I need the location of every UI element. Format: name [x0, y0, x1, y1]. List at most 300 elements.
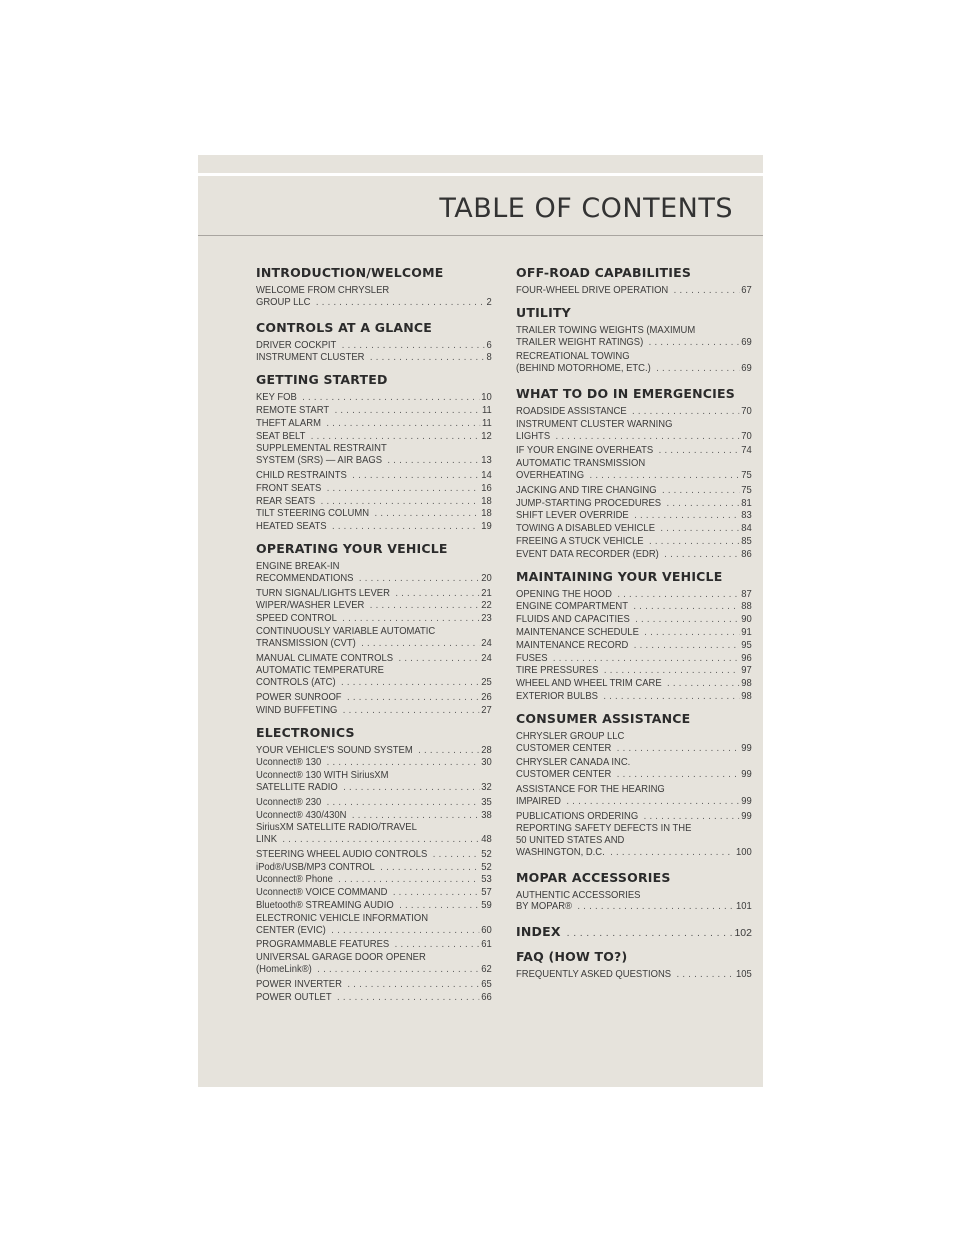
toc-entry[interactable]	[516, 969, 752, 981]
toc-entry[interactable]	[256, 418, 492, 430]
entry-line	[516, 363, 752, 375]
entry-label: (BEHIND MOTORHOME, ETC.)	[516, 362, 651, 375]
leader-dots	[604, 665, 740, 677]
leader-dots	[617, 769, 740, 781]
toc-entry[interactable]	[256, 508, 492, 520]
toc-entry[interactable]	[516, 458, 752, 482]
entry-label: WIND BUFFETING	[256, 703, 338, 716]
leader-dots	[374, 508, 479, 520]
section-heading: OPERATING YOUR VEHICLE	[256, 540, 448, 556]
entry-line	[256, 508, 492, 520]
page-number: 59	[481, 899, 492, 912]
entry-label: CONTINUOUSLY VARIABLE AUTOMATIC	[256, 624, 436, 637]
entry-line	[516, 796, 752, 808]
entry-label: FREQUENTLY ASKED QUESTIONS	[516, 968, 672, 981]
toc-entry[interactable]	[516, 445, 752, 457]
entry-label: CUSTOMER CENTER	[516, 741, 612, 754]
toc-entry[interactable]	[256, 874, 492, 886]
entry-label: Uconnect® 230	[256, 795, 322, 808]
toc-entry[interactable]	[516, 757, 752, 781]
entry-line	[256, 483, 492, 495]
leader-dots	[342, 340, 485, 352]
leader-dots	[553, 653, 740, 665]
section-heading: MAINTAINING YOUR VEHICLE	[516, 568, 723, 584]
page-number: 16	[481, 481, 492, 494]
entry-label: SPEED CONTROL	[256, 612, 337, 625]
toc-entry[interactable]	[256, 392, 492, 404]
toc-entry[interactable]	[256, 665, 492, 689]
entry-line	[256, 600, 492, 612]
toc-entry[interactable]	[516, 549, 752, 561]
toc-section	[256, 320, 492, 365]
toc-entry[interactable]	[256, 822, 492, 846]
toc-entry[interactable]	[256, 521, 492, 533]
leader-dots	[335, 405, 481, 417]
toc-entry[interactable]	[256, 561, 492, 585]
entry-label: REPORTING SAFETY DEFECTS IN THE	[516, 822, 692, 835]
toc-section	[256, 725, 492, 1004]
toc-entry[interactable]	[256, 992, 492, 1004]
page-number: 11	[481, 416, 492, 429]
section-heading: MOPAR ACCESSORIES	[516, 869, 671, 885]
entry-label: Uconnect® 130 WITH SiriusXM	[256, 769, 389, 782]
leader-dots	[632, 406, 739, 418]
toc-entry[interactable]	[256, 770, 492, 794]
entry-line	[516, 510, 752, 522]
entry-line	[256, 638, 492, 650]
page-number: 24	[481, 636, 492, 649]
entry-line	[516, 445, 752, 457]
entry-label: ELECTRONIC VEHICLE INFORMATION	[256, 911, 429, 924]
entry-label: UNIVERSAL GARAGE DOOR OPENER	[256, 951, 426, 964]
toc-entry[interactable]	[516, 285, 752, 297]
entry-label: ASSISTANCE FOR THE HEARING	[516, 782, 665, 795]
entry-label: ROADSIDE ASSISTANCE	[516, 404, 627, 417]
leader-dots	[617, 589, 739, 601]
toc-entry[interactable]	[256, 285, 492, 309]
entry-label: PUBLICATIONS ORDERING	[516, 809, 639, 822]
entry-label: AUTOMATIC TRANSMISSION	[516, 457, 646, 470]
page-number: 102	[734, 927, 752, 940]
toc-entry[interactable]	[516, 665, 752, 677]
toc-section	[516, 924, 752, 939]
entry-line	[516, 431, 752, 443]
entry-line	[516, 485, 752, 497]
entry-label: AUTOMATIC TEMPERATURE	[256, 664, 384, 677]
entry-line	[516, 847, 752, 859]
toc-entry[interactable]	[516, 325, 752, 349]
entry-line	[256, 677, 492, 689]
entry-label: POWER OUTLET	[256, 990, 332, 1003]
page-number: 69	[741, 362, 752, 375]
entry-line	[516, 498, 752, 510]
section-heading: ELECTRONICS	[256, 724, 355, 740]
entry-label: CONTROLS (ATC)	[256, 676, 336, 689]
title-rule	[198, 235, 763, 236]
page-number: 75	[741, 468, 752, 481]
entry-label: TRANSMISSION (CVT)	[256, 636, 356, 649]
toc-entry[interactable]	[256, 745, 492, 757]
entry-label: FRONT SEATS	[256, 481, 322, 494]
section-heading: INTRODUCTION/WELCOME	[256, 265, 444, 280]
entry-line	[256, 964, 492, 976]
leader-dots	[393, 887, 480, 899]
toc-entry[interactable]	[256, 496, 492, 508]
leader-dots	[395, 939, 480, 951]
entry-line	[256, 745, 492, 757]
page-number: 10	[481, 391, 492, 404]
leader-dots	[321, 496, 480, 508]
leader-dots	[311, 431, 480, 443]
toc-entry[interactable]	[256, 588, 492, 600]
leader-dots	[666, 498, 739, 510]
entry-label: LIGHTS	[516, 429, 551, 442]
entry-line	[256, 834, 492, 846]
toc-entry[interactable]	[516, 614, 752, 626]
entry-label: CUSTOMER CENTER	[516, 768, 612, 781]
page-number: 95	[741, 638, 752, 651]
toc-entry[interactable]	[256, 352, 492, 364]
entry-label: TRAILER WEIGHT RATINGS)	[516, 335, 644, 348]
entry-label: TILT STEERING COLUMN	[256, 507, 370, 520]
toc-entry[interactable]	[256, 810, 492, 822]
page-number: 90	[741, 613, 752, 626]
leader-dots	[332, 521, 479, 533]
toc-entry[interactable]	[256, 862, 492, 874]
entry-line	[256, 392, 492, 404]
entry-label: FOUR-WHEEL DRIVE OPERATION	[516, 284, 669, 296]
page-number: 18	[481, 494, 492, 507]
toc-entry[interactable]	[516, 523, 752, 535]
leader-dots	[343, 782, 479, 794]
entry-line	[256, 862, 492, 874]
page-number: 60	[481, 923, 492, 936]
page-number: 83	[741, 509, 752, 522]
leader-dots	[342, 613, 479, 625]
entry-line	[256, 352, 492, 364]
entry-line	[516, 769, 752, 781]
entry-label: WASHINGTON, D.C.	[516, 845, 605, 858]
toc-section	[516, 305, 752, 378]
entry-label: SYSTEM (SRS) — AIR BAGS	[256, 454, 383, 467]
entry-label: FUSES	[516, 651, 548, 664]
page-number: 21	[481, 586, 492, 599]
toc-entry[interactable]	[256, 952, 492, 976]
entry-label: OVERHEATING	[516, 468, 585, 481]
toc-heading-entry[interactable]	[516, 924, 752, 939]
entry-line	[516, 627, 752, 639]
page-number: 35	[481, 795, 492, 808]
section-heading: CONSUMER ASSISTANCE	[516, 710, 691, 726]
toc-entry[interactable]	[256, 849, 492, 861]
entry-line	[516, 601, 752, 613]
toc-entry[interactable]	[256, 443, 492, 467]
entry-label: KEY FOB	[256, 391, 297, 404]
leader-dots	[635, 614, 739, 626]
page-number: 96	[741, 651, 752, 664]
top-rule	[198, 173, 763, 176]
entry-label: CENTER (EVIC)	[256, 923, 326, 936]
entry-line	[516, 678, 752, 690]
entry-label: STEERING WHEEL AUDIO CONTROLS	[256, 847, 428, 860]
entry-label: POWER SUNROOF	[256, 690, 342, 703]
leader-dots	[644, 811, 740, 823]
toc-entry[interactable]	[256, 900, 492, 912]
manual-page	[198, 155, 763, 1087]
entry-label: AUTHENTIC ACCESSORIES	[516, 888, 641, 901]
page-number: 8	[486, 351, 492, 364]
toc-entry[interactable]	[256, 483, 492, 495]
entry-line	[256, 939, 492, 951]
entry-line	[256, 613, 492, 625]
entry-label: RECREATIONAL TOWING	[516, 350, 630, 363]
entry-line	[516, 419, 752, 431]
page-number: 66	[481, 990, 492, 1003]
toc-section	[516, 386, 752, 561]
leader-dots	[617, 743, 740, 755]
entry-line	[256, 797, 492, 809]
leader-dots	[556, 431, 740, 443]
toc-entry[interactable]	[256, 939, 492, 951]
entry-label: EXTERIOR BULBS	[516, 689, 598, 702]
entry-label: FREEING A STUCK VEHICLE	[516, 534, 644, 547]
entry-line	[256, 340, 492, 352]
toc-entry[interactable]	[256, 692, 492, 704]
section-heading: CONTROLS AT A GLANCE	[256, 319, 433, 335]
toc-right-column	[516, 265, 752, 989]
entry-line	[516, 285, 752, 297]
section-heading: OFF-ROAD CAPABILITIES	[516, 265, 692, 280]
toc-entry[interactable]	[256, 405, 492, 417]
page-number: 30	[481, 756, 492, 769]
leader-dots	[352, 810, 480, 822]
toc-section	[256, 372, 492, 533]
toc-entry[interactable]	[516, 691, 752, 703]
toc-entry[interactable]	[256, 887, 492, 899]
page-number: 99	[741, 768, 752, 781]
entry-line	[256, 900, 492, 912]
entry-label: Uconnect® 430/430N	[256, 808, 347, 821]
leader-dots	[370, 352, 485, 364]
entry-line	[516, 523, 752, 535]
toc-entry[interactable]	[516, 678, 752, 690]
entry-line	[256, 705, 492, 717]
page-number: 98	[741, 689, 752, 702]
toc-entry[interactable]	[516, 589, 752, 601]
entry-line	[256, 782, 492, 794]
leader-dots	[302, 392, 479, 404]
entry-label: ENGINE BREAK-IN	[256, 559, 340, 572]
page-number: 67	[741, 284, 752, 296]
page-number: 85	[741, 534, 752, 547]
entry-line	[516, 640, 752, 652]
toc-entry[interactable]	[516, 890, 752, 914]
leader-dots	[656, 363, 739, 375]
entry-label: LINK	[256, 833, 278, 846]
entry-line	[256, 573, 492, 585]
entry-label: INSTRUMENT CLUSTER	[256, 351, 365, 364]
leader-dots	[338, 874, 479, 886]
page-number: 100	[735, 845, 752, 858]
entry-line	[256, 521, 492, 533]
page-title: TABLE OF CONTENTS	[439, 193, 733, 224]
entry-label: WIPER/WASHER LEVER	[256, 599, 365, 612]
toc-entry[interactable]	[516, 601, 752, 613]
entry-label: IMPAIRED	[516, 794, 561, 807]
entry-line	[256, 418, 492, 430]
toc-section	[516, 265, 752, 297]
leader-dots	[633, 601, 739, 613]
toc-entry[interactable]	[256, 626, 492, 650]
leader-dots	[359, 573, 480, 585]
leader-dots	[589, 470, 739, 482]
entry-label: SEAT BELT	[256, 429, 306, 442]
leader-dots	[667, 678, 739, 690]
entry-line	[516, 337, 752, 349]
entry-label: TIRE PRESSURES	[516, 664, 599, 677]
toc-entry[interactable]	[516, 406, 752, 418]
toc-entry[interactable]	[256, 757, 492, 769]
section-heading: WHAT TO DO IN EMERGENCIES	[516, 385, 735, 401]
toc-section	[256, 541, 492, 717]
toc-entry[interactable]	[256, 600, 492, 612]
entry-label: THEFT ALARM	[256, 416, 321, 429]
page-number: 20	[481, 571, 492, 584]
entry-line	[256, 496, 492, 508]
toc-entry[interactable]	[516, 510, 752, 522]
toc-entry[interactable]	[516, 731, 752, 755]
entry-line	[516, 901, 752, 913]
entry-line	[256, 653, 492, 665]
toc-entry[interactable]	[516, 811, 752, 823]
page-number: 81	[741, 496, 752, 509]
entry-line	[256, 297, 492, 309]
entry-label: OPENING THE HOOD	[516, 587, 612, 600]
entry-label: REMOTE START	[256, 403, 330, 416]
leader-dots	[361, 638, 479, 650]
page-number: 74	[741, 444, 752, 457]
leader-dots	[610, 847, 734, 859]
entry-label: BY MOPAR®	[516, 900, 572, 913]
toc-entry[interactable]	[256, 705, 492, 717]
entry-label: 50 UNITED STATES AND	[516, 834, 625, 847]
page-number: 86	[741, 547, 752, 560]
toc-entry[interactable]	[516, 536, 752, 548]
entry-label: iPod®/USB/MP3 CONTROL	[256, 860, 375, 873]
leader-dots	[660, 523, 739, 535]
page-number: 6	[486, 338, 492, 351]
page-number: 70	[741, 404, 752, 417]
entry-line	[256, 470, 492, 482]
entry-label: YOUR VEHICLE'S SOUND SYSTEM	[256, 743, 413, 756]
toc-entry[interactable]	[516, 419, 752, 443]
toc-entry[interactable]	[516, 640, 752, 652]
leader-dots	[603, 691, 739, 703]
toc-entry[interactable]	[516, 653, 752, 665]
leader-dots	[395, 588, 479, 600]
page-number: 12	[481, 429, 492, 442]
toc-entry[interactable]	[516, 498, 752, 510]
leader-dots	[662, 485, 739, 497]
toc-entry[interactable]	[256, 431, 492, 443]
entry-label: DRIVER COCKPIT	[256, 338, 337, 351]
leader-dots	[380, 862, 479, 874]
entry-line	[256, 992, 492, 1004]
toc-entry[interactable]	[516, 351, 752, 375]
entry-label: Uconnect® 130	[256, 756, 322, 769]
toc-entry[interactable]	[256, 913, 492, 937]
leader-dots	[317, 964, 479, 976]
page-number: 87	[741, 587, 752, 600]
leader-dots	[659, 445, 740, 457]
entry-label: CHRYSLER GROUP LLC	[516, 729, 625, 742]
toc-entry[interactable]	[256, 979, 492, 991]
leader-dots	[370, 600, 480, 612]
page-number: 61	[481, 938, 492, 951]
page-number: 11	[481, 403, 492, 416]
leader-dots	[634, 510, 739, 522]
page-number: 69	[741, 335, 752, 348]
entry-label: Uconnect® VOICE COMMAND	[256, 886, 388, 899]
page-number: 27	[481, 703, 492, 716]
entry-label: JACKING AND TIRE CHANGING	[516, 483, 657, 496]
page-number: 84	[741, 522, 752, 535]
entry-label: SHIFT LEVER OVERRIDE	[516, 509, 629, 522]
leader-dots	[566, 796, 739, 808]
entry-label: GROUP LLC	[256, 295, 311, 308]
toc-section	[516, 870, 752, 917]
section-heading: UTILITY	[516, 304, 571, 320]
entry-label: WELCOME FROM CHRYSLER	[256, 284, 390, 296]
entry-label: RECOMMENDATIONS	[256, 571, 354, 584]
toc-entry[interactable]	[256, 653, 492, 665]
page-number: 18	[481, 507, 492, 520]
toc-section	[516, 949, 752, 981]
toc-entry[interactable]	[516, 823, 752, 858]
toc-entry[interactable]	[256, 340, 492, 352]
entry-line	[256, 887, 492, 899]
entry-label: TOWING A DISABLED VEHICLE	[516, 522, 655, 535]
toc-entry[interactable]	[516, 485, 752, 497]
page-number: 101	[735, 900, 752, 913]
toc-entry[interactable]	[516, 784, 752, 808]
toc-entry[interactable]	[516, 627, 752, 639]
leader-dots	[649, 536, 739, 548]
page-number: 53	[481, 873, 492, 886]
leader-dots	[399, 900, 479, 912]
section-heading: FAQ (HOW TO?)	[516, 949, 628, 965]
entry-label: SiriusXM SATELLITE RADIO/TRAVEL	[256, 821, 417, 834]
leader-dots	[327, 757, 480, 769]
leader-dots	[398, 653, 479, 665]
entry-label: SATELLITE RADIO	[256, 780, 338, 793]
page-number: 70	[741, 429, 752, 442]
section-heading: INDEX	[516, 924, 561, 940]
toc-entry[interactable]	[256, 797, 492, 809]
entry-label: IF YOUR ENGINE OVERHEATS	[516, 444, 654, 457]
entry-label: TRAILER TOWING WEIGHTS (MAXIMUM	[516, 323, 696, 336]
page-number: 32	[481, 780, 492, 793]
page-number: 14	[481, 468, 492, 481]
toc-entry[interactable]	[256, 613, 492, 625]
entry-label: INSTRUMENT CLUSTER WARNING	[516, 417, 673, 430]
leader-dots	[664, 549, 739, 561]
toc-entry[interactable]	[256, 470, 492, 482]
page-number: 22	[481, 599, 492, 612]
entry-line	[256, 692, 492, 704]
entry-line	[256, 979, 492, 991]
entry-line	[256, 455, 492, 467]
